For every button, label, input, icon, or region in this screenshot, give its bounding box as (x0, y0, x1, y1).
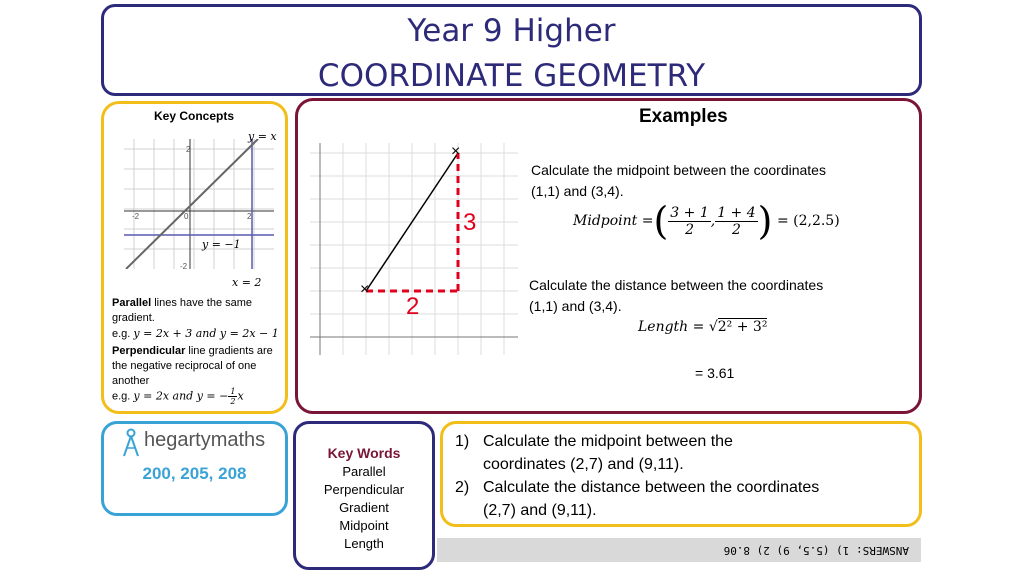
key-word-item: Gradient (339, 500, 389, 515)
graph-gridlines (310, 143, 518, 355)
midpoint-formula: Midpoint =( $\frac{3 + 1}{2}$ , $\frac{1 + 4}{2}$ ) = (2,2.5) (573, 199, 840, 243)
parallel-text-2: gradient. (112, 312, 155, 324)
horizontal-leg-label: 2 (406, 293, 420, 320)
tick-label: -2 (180, 262, 188, 271)
tick-label: 2 (186, 145, 191, 154)
point-marker: × (451, 143, 461, 160)
parallel-example: e.g. y = 2x + 3 and y = 2x − 1 (112, 327, 279, 340)
examples-graph (310, 143, 518, 355)
tick-label: -2 (132, 212, 140, 221)
question-1-number: 1) (455, 433, 470, 450)
question-2-number: 2) (455, 479, 470, 496)
examples-panel (295, 98, 922, 414)
length-answer: = 3.61 (695, 365, 735, 381)
question-2-line-2: (2,7) and (9,11). (483, 502, 597, 519)
questions-panel (440, 421, 922, 527)
question-1-line-2: coordinates (2,7) and (9,11). (483, 456, 684, 473)
distance-question: Calculate the distance between the coordinates (529, 277, 824, 293)
key-word-item: Length (344, 536, 384, 551)
midpoint-question-2: (1,1) and (3,4). (531, 183, 624, 199)
key-words-panel (293, 421, 435, 570)
key-word-item: Perpendicular (323, 482, 405, 497)
key-concepts-heading: Key Concepts (154, 109, 235, 123)
label-y-eq-minus1: y = −1 (202, 238, 241, 251)
perpendicular-text: Perpendicular line gradients are (112, 345, 273, 357)
point-marker: × (360, 281, 370, 298)
key-concepts-panel (101, 101, 288, 414)
midpoint-question: Calculate the midpoint between the coordinates (531, 162, 826, 178)
hegartymaths-panel (101, 421, 288, 516)
distance-question-2: (1,1) and (3,4). (529, 298, 622, 314)
tick-label: 2 (247, 212, 252, 221)
key-word-item: Midpoint (339, 518, 389, 533)
length-formula: Length = √2² + 3² (638, 319, 768, 335)
compass-icon (121, 428, 141, 460)
label-y-eq-x: y = x (248, 130, 277, 143)
perpendicular-text-3: another (112, 375, 150, 387)
answers-strip (437, 538, 921, 562)
key-concepts-graph (124, 139, 274, 269)
page-title: Year 9 Higher (407, 13, 616, 49)
hegartymaths-codes: 200, 205, 208 (142, 464, 247, 483)
label-x-eq-2: x = 2 (232, 276, 262, 289)
hegartymaths-logo-text: hegartymaths (144, 429, 266, 451)
question-1-line-1: Calculate the midpoint between the (483, 433, 733, 450)
key-word-item: Parallel (342, 464, 386, 479)
vertical-leg-label: 3 (463, 209, 477, 236)
answers-text: ANSWERS: 1) (5.5, 9) 2) 8.06 (723, 544, 909, 557)
examples-heading: Examples (639, 106, 728, 127)
title-panel (101, 4, 922, 96)
key-words-heading: Key Words (327, 445, 401, 461)
parallel-text: Parallel lines have the same (112, 297, 253, 309)
tick-label: 0 (184, 212, 189, 221)
page-subtitle: COORDINATE GEOMETRY (317, 58, 706, 94)
perpendicular-text-2: the negative reciprocal of one (112, 360, 257, 372)
perpendicular-example: e.g. y = 2x and y = − $\frac{1}{2}$ x (112, 387, 244, 406)
question-2-line-1: Calculate the distance between the coordinates (483, 479, 820, 496)
